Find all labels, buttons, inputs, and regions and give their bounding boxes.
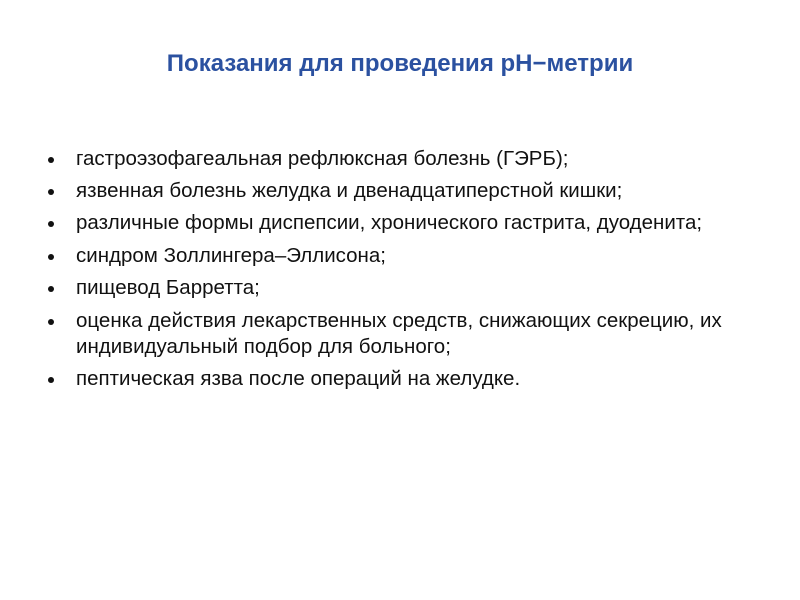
bullet-item [48,210,768,236]
bullet-text: различные формы диспепсии, хронического гастрита, дуоденита; [76,211,703,234]
bullet-text: язвенная болезнь желудка и двенадцатиперстной кишки; [76,179,623,202]
bullet-text: пептическая язва после операций на желудке. [76,367,521,390]
bullet-item [48,146,768,172]
bullet-list [48,146,768,392]
bullet-icon [48,254,54,260]
bullet-item [48,178,768,204]
bullet-item [48,275,768,301]
slide-title: Показания для проведения рН−метрии [166,50,634,77]
bullet-item [48,366,768,392]
bullet-item [48,243,768,269]
bullet-text: синдром Золлингера–Эллисона; [76,244,386,267]
bullet-icon [48,157,54,163]
bullet-icon [48,286,54,292]
bullet-text: гастроэзофагеальная рефлюксная болезнь (ГЭРБ); [76,147,569,170]
bullet-icon [48,319,54,325]
bullet-icon [48,377,54,383]
bullet-icon [48,221,54,227]
bullet-text: оценка действия лекарственных средств, снижающих секрецию, их индивидуальный подбор для больного; [76,309,722,358]
bullet-item [48,308,768,360]
bullet-text: пищевод Барретта; [76,276,260,299]
bullet-icon [48,189,54,195]
